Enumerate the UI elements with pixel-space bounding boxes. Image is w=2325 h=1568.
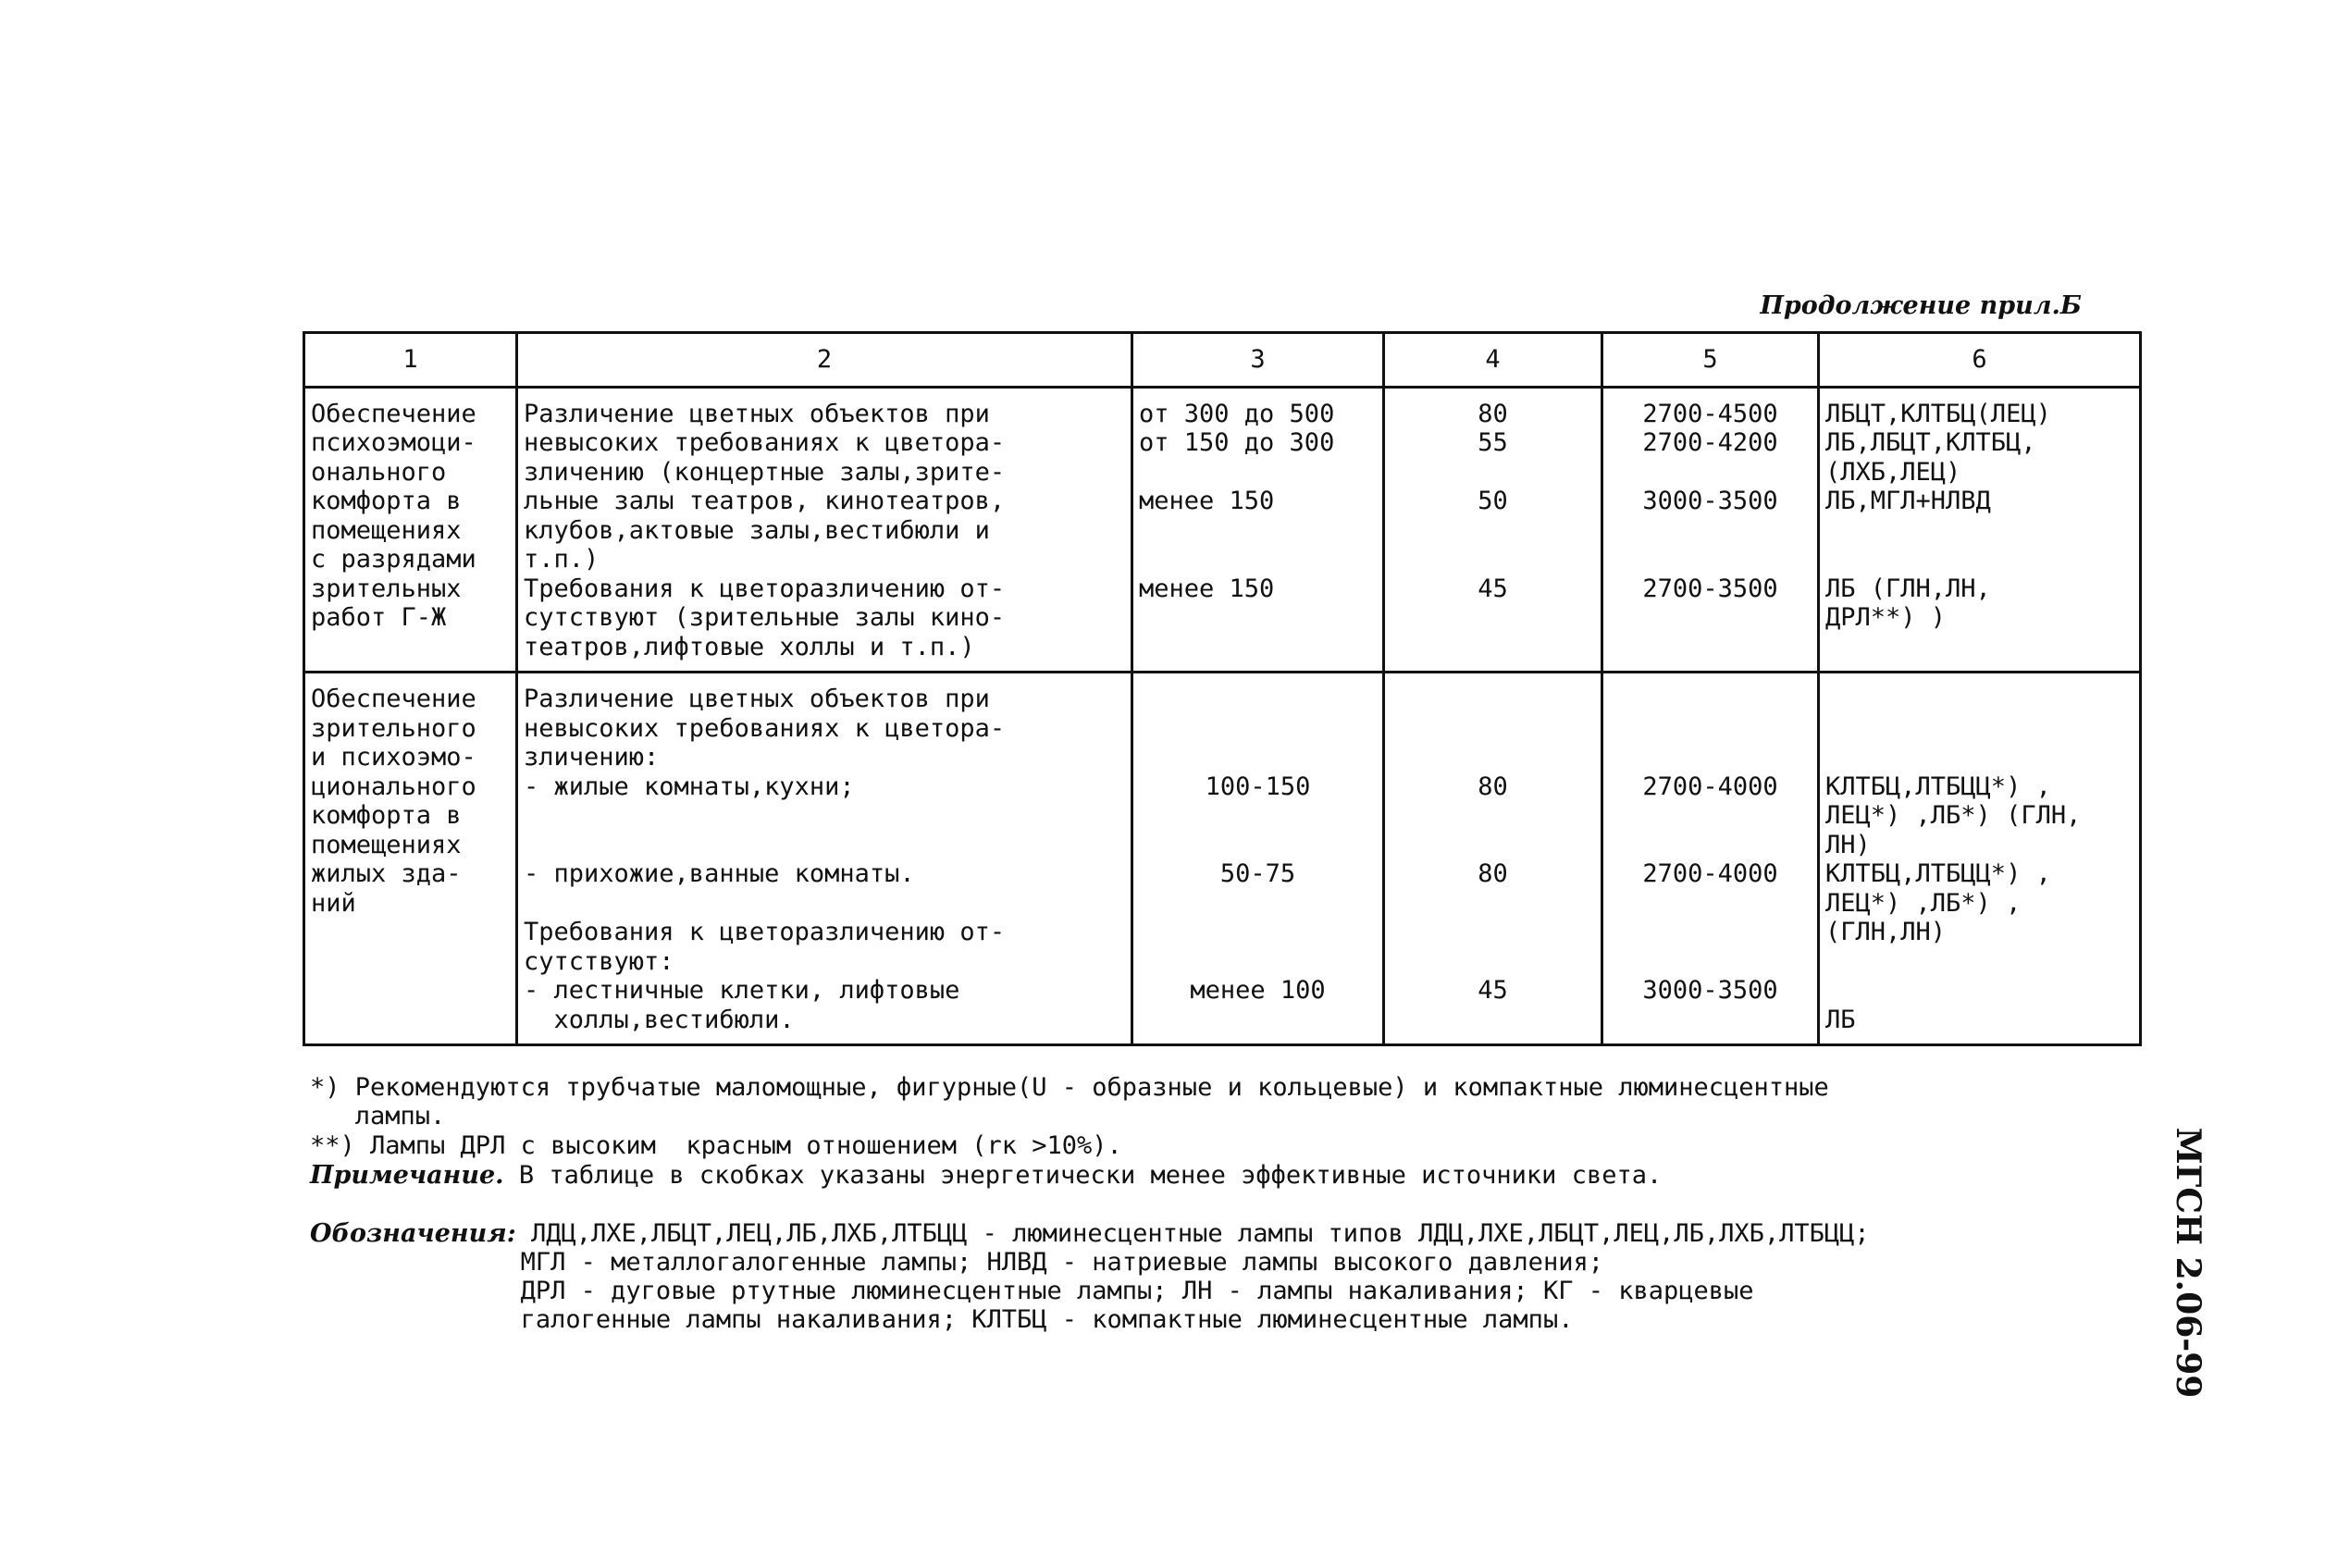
note-text: В таблице в скобках указаны энергетически менее эффективные источники света. [503, 1161, 1663, 1190]
color-temperature-cell: 2700-4000 2700-4000 3000-3500 [1602, 673, 1819, 1045]
header-col-6: 6 [1819, 333, 2141, 388]
requirements-cell: Различение цветных объектов при невысоких требованиях к цветора- зличению: - жилые комнаты,кухни; - прихожие,ванные комнаты. Требования к цветоразличению от- сутствуют: - лестничные клетки, лифтовые холлы,вестибюли. [517, 673, 1132, 1045]
note-label: Примечание. [310, 1161, 504, 1190]
continuation-label: Продолжение прил.Б [1760, 291, 2082, 320]
purpose-cell: Обеспечение зрительного и психоэмо- ционального комфорта в помещениях жилых зда- ний [304, 673, 517, 1045]
table-row [304, 673, 2141, 1045]
header-col-2: 2 [517, 333, 1132, 388]
requirements-cell: Различение цветных объектов при невысоких требованиях к цветора- зличению (концертные залы,зрите- льные залы театров, кинотеатров, клубов,актовые залы,вестибюли и т.п.) Требования к цветоразличению от- сутствуют (зрительные залы кино- театров,лифтовые холлы и т.п.) [517, 387, 1132, 673]
footnote-1: *) Рекомендуются трубчатые маломощные, фигурные(U - образные и кольцевые) и компактные люминесцентные лампы. [310, 1073, 1829, 1130]
color-temperature-cell: 2700-4500 2700-4200 3000-3500 2700-3500 [1602, 387, 1819, 673]
header-col-1: 1 [304, 333, 517, 388]
header-row [304, 333, 2141, 388]
illumination-table [303, 331, 2142, 1046]
header-col-3: 3 [1132, 333, 1384, 388]
lamp-types-cell: КЛТБЦ,ЛТБЦЦ*) , ЛЕЦ*) ,ЛБ*) (ГЛН, ЛН) КЛТБЦ,ЛТБЦЦ*) , ЛЕЦ*) ,ЛБ*) , (ГЛН,ЛН) ЛБ [1819, 673, 2141, 1045]
designations-label: Обозначения: [310, 1219, 516, 1248]
color-rendering-cell: 80 80 45 [1384, 673, 1602, 1045]
header-col-4: 4 [1384, 333, 1602, 388]
color-rendering-cell: 80 55 50 45 [1384, 387, 1602, 673]
note [310, 1161, 1662, 1190]
header-col-5: 5 [1602, 333, 1819, 388]
designations-text: ЛДЦ,ЛХЕ,ЛБЦТ,ЛЕЦ,ЛБ,ЛХБ,ЛТБЦЦ - люминесцентные лампы типов ЛДЦ,ЛХЕ,ЛБЦТ,ЛЕЦ,ЛБ,ЛХБ,ЛТБЦЦ; МГЛ - металлогалогенные лампы; НЛВД - натриевые лампы высокого давления; ДРЛ - дуговые ртутные люминесцентные лампы; ЛН - лампы накаливания; КГ - кварцевые галогенные лампы накаливания; КЛТБЦ - компактные люминесцентные лампы. [520, 1219, 1870, 1334]
illuminance-cell: 100-150 50-75 менее 100 [1132, 673, 1384, 1045]
illuminance-cell: от 300 до 500 от 150 до 300 менее 150 менее 150 [1132, 387, 1384, 673]
designations [310, 1219, 1870, 1334]
table-row [304, 387, 2141, 673]
purpose-cell: Обеспечение психоэмоци- онального комфорта в помещениях с разрядами зрительных работ Г-Ж [304, 387, 517, 673]
lamp-types-cell: ЛБЦТ,КЛТБЦ(ЛЕЦ) ЛБ,ЛБЦТ,КЛТБЦ, (ЛХБ,ЛЕЦ) ЛБ,МГЛ+НЛВД ЛБ (ГЛН,ЛН, ДРЛ**) ) [1819, 387, 2141, 673]
side-document-code [2156, 1127, 2220, 1399]
footnote-2: **) Лампы ДРЛ с высоким красным отношением (rк >10%). [310, 1131, 1122, 1160]
side-label: МГСН 2.06-99 [2169, 1127, 2208, 1399]
